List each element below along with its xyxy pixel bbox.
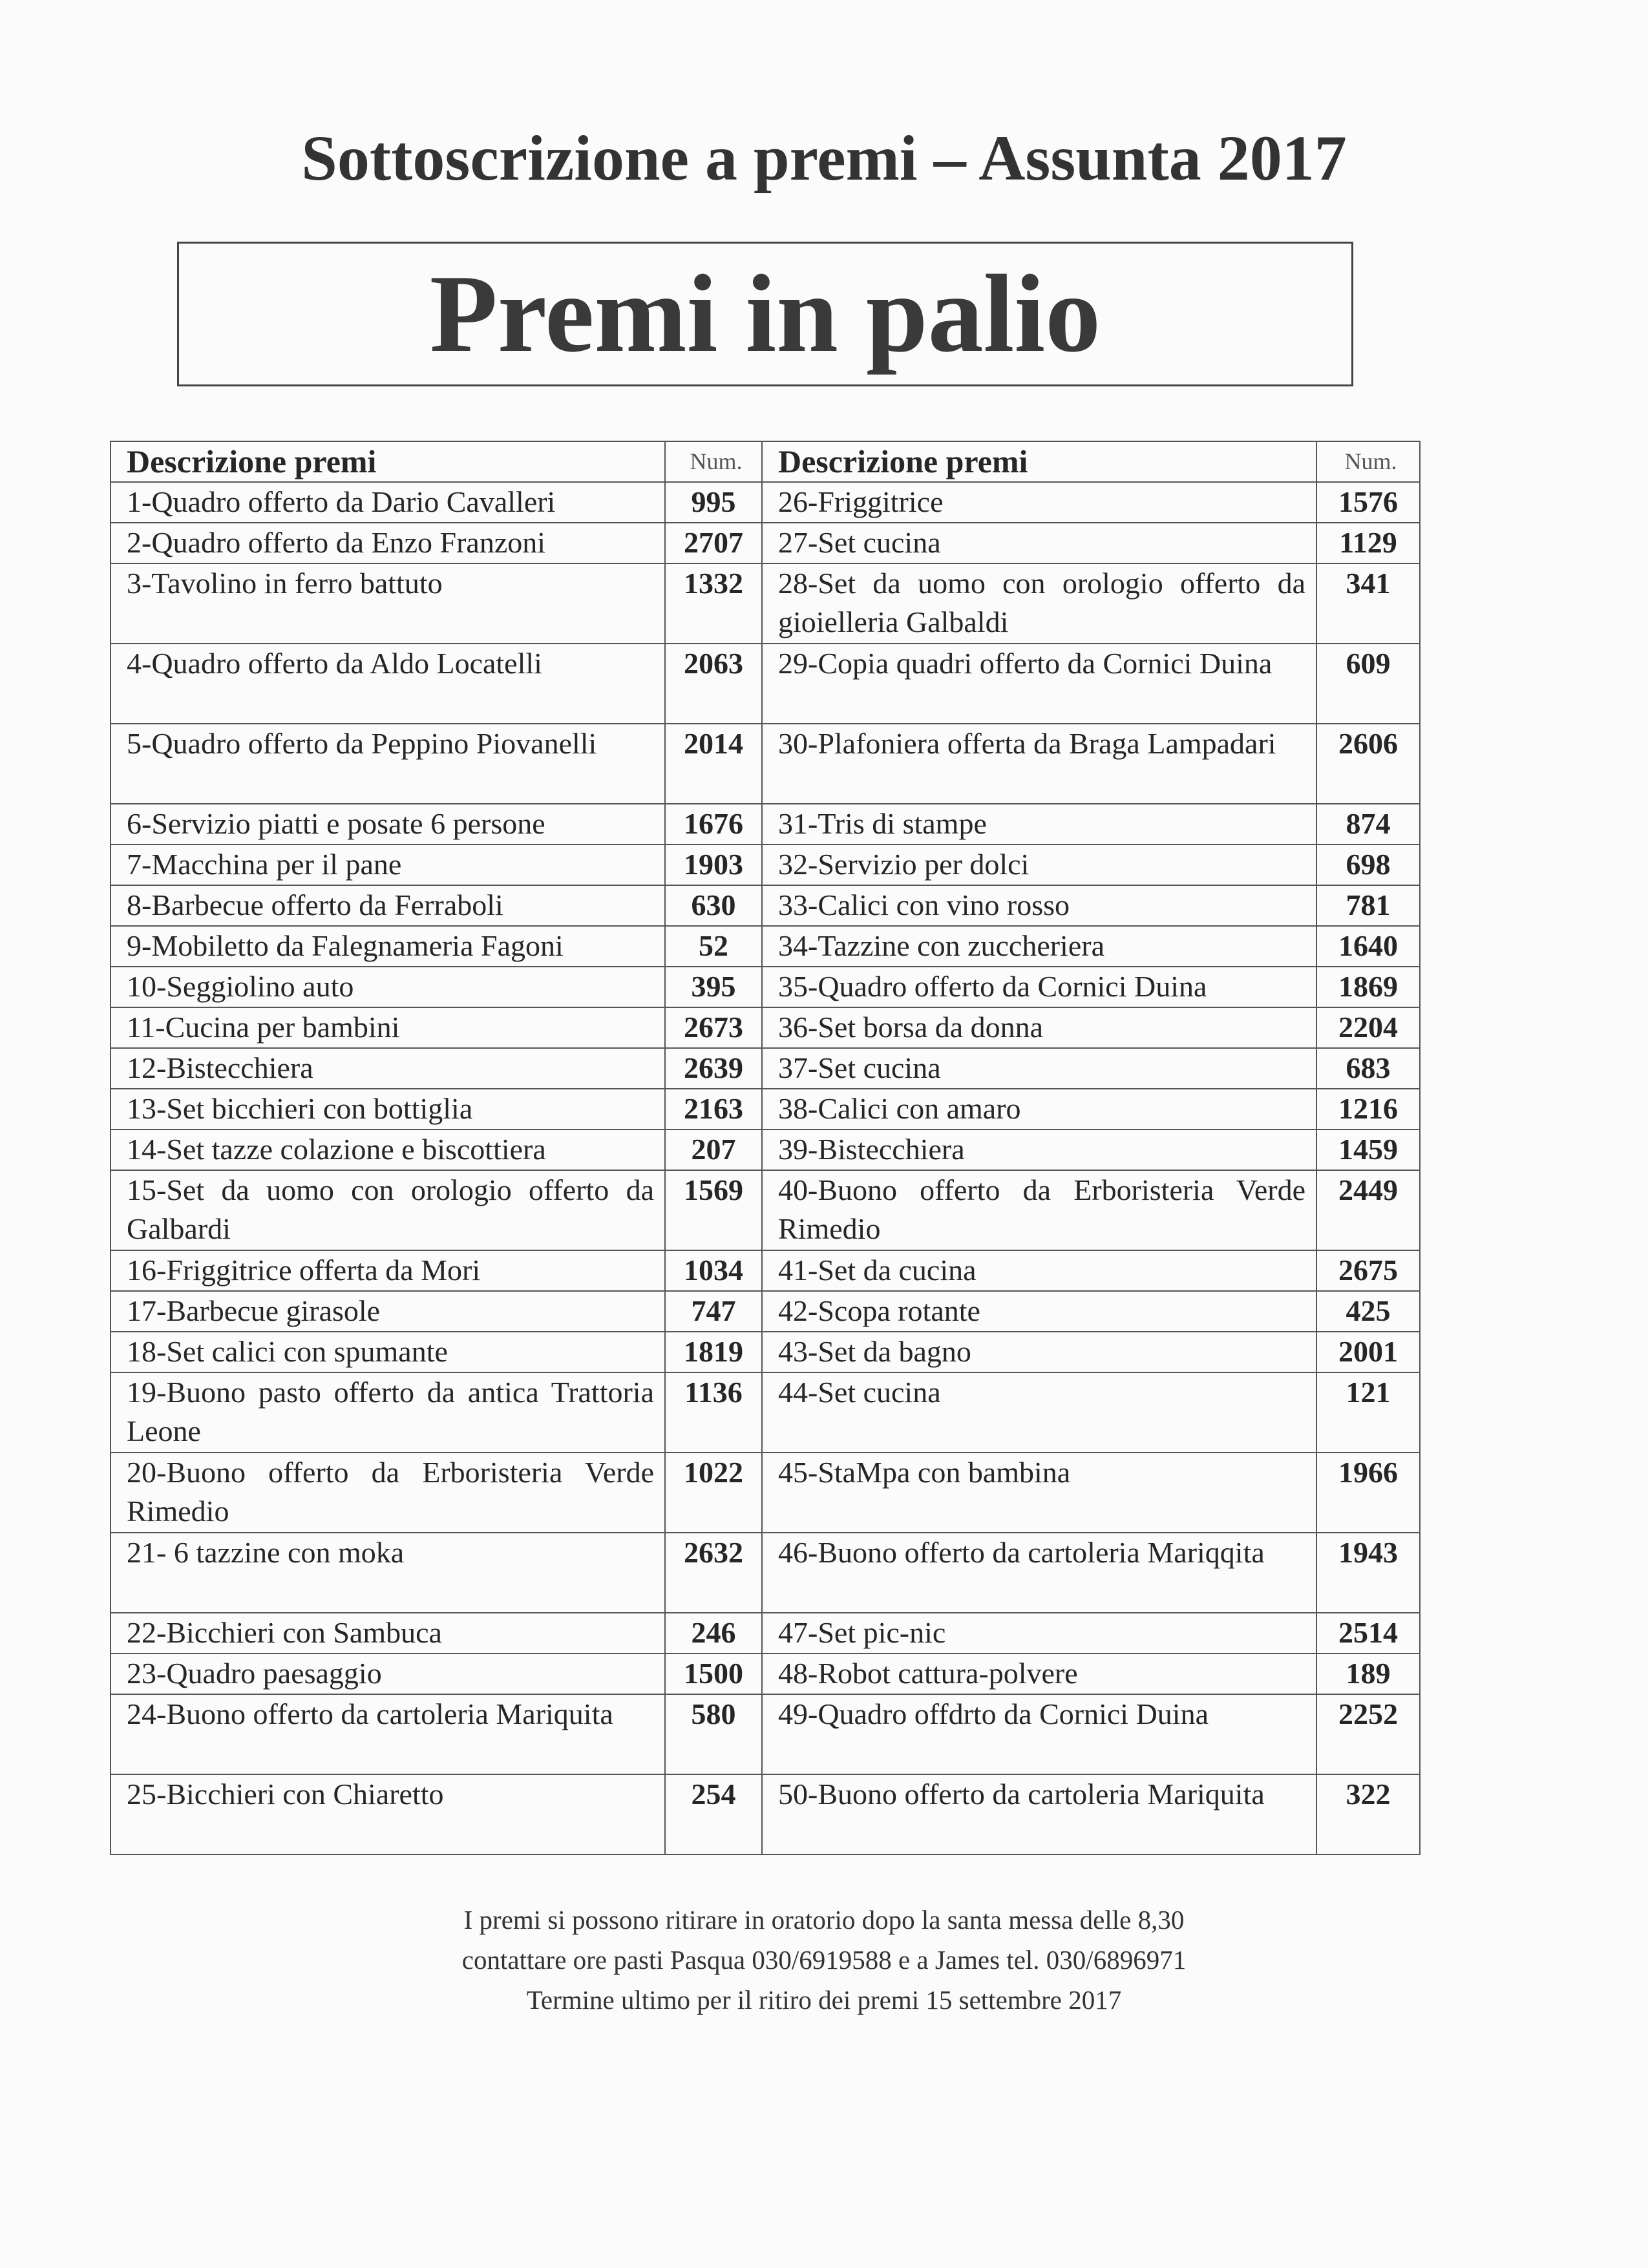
table-row — [111, 926, 1420, 967]
prize-description: 14-Set tazze colazione e biscottiera — [111, 1129, 665, 1170]
prize-number: 1034 — [665, 1250, 762, 1291]
prize-number: 630 — [665, 885, 762, 926]
prize-number: 2001 — [1316, 1332, 1420, 1372]
table-row — [111, 845, 1420, 885]
table-row — [111, 804, 1420, 845]
prize-number: 1216 — [1316, 1089, 1420, 1129]
prize-number: 683 — [1316, 1048, 1420, 1089]
prize-number: 52 — [665, 926, 762, 967]
prize-number: 341 — [1316, 563, 1420, 644]
table-row — [111, 1170, 1420, 1250]
prize-number: 1022 — [665, 1453, 762, 1533]
prize-number: 121 — [1316, 1372, 1420, 1453]
column-header-description: Descrizione premi — [762, 441, 1316, 482]
prize-description: 11-Cucina per bambini — [111, 1007, 665, 1048]
footer-line: contattare ore pasti Pasqua 030/6919588 e a James tel. 030/6896971 — [461, 1945, 1187, 1975]
prize-number: 2632 — [665, 1533, 762, 1613]
prize-number: 425 — [1316, 1291, 1420, 1332]
prize-number: 580 — [665, 1694, 762, 1774]
table-row — [111, 1453, 1420, 1533]
prize-number: 2675 — [1316, 1250, 1420, 1291]
page-title: Sottoscrizione a premi – Assunta 2017 — [301, 122, 1347, 194]
column-header-num: Num. — [1316, 441, 1420, 482]
footer-line: Termine ultimo per il ritiro dei premi 15 settembre 2017 — [526, 1985, 1122, 2015]
prize-description: 35-Quadro offerto da Cornici Duina — [762, 967, 1316, 1007]
table-row — [111, 523, 1420, 563]
table-row — [111, 644, 1420, 724]
prize-number: 2707 — [665, 523, 762, 563]
prize-description: 36-Set borsa da donna — [762, 1007, 1316, 1048]
prize-number: 2252 — [1316, 1694, 1420, 1774]
prize-number: 1676 — [665, 804, 762, 845]
prize-number: 2204 — [1316, 1007, 1420, 1048]
prize-description: 8-Barbecue offerto da Ferraboli — [111, 885, 665, 926]
prize-number: 995 — [665, 482, 762, 523]
prize-number: 1943 — [1316, 1533, 1420, 1613]
prize-number: 609 — [1316, 644, 1420, 724]
table-row — [111, 482, 1420, 523]
prize-number: 2514 — [1316, 1613, 1420, 1654]
prize-description: 44-Set cucina — [762, 1372, 1316, 1453]
table-row — [111, 967, 1420, 1007]
table-row — [111, 1613, 1420, 1654]
prize-description: 21- 6 tazzine con moka — [111, 1533, 665, 1613]
prize-description: 27-Set cucina — [762, 523, 1316, 563]
prize-description: 6-Servizio piatti e posate 6 persone — [111, 804, 665, 845]
prize-number: 1459 — [1316, 1129, 1420, 1170]
prize-description: 13-Set bicchieri con bottiglia — [111, 1089, 665, 1129]
prize-number: 1576 — [1316, 482, 1420, 523]
prizes-table — [110, 441, 1421, 1855]
column-header-num: Num. — [665, 441, 762, 482]
prize-number: 322 — [1316, 1774, 1420, 1854]
prize-number: 2063 — [665, 644, 762, 724]
table-row — [111, 1007, 1420, 1048]
table-row — [111, 885, 1420, 926]
table-row — [111, 1372, 1420, 1453]
prize-description: 10-Seggiolino auto — [111, 967, 665, 1007]
prize-number: 1869 — [1316, 967, 1420, 1007]
prize-description: 23-Quadro paesaggio — [111, 1654, 665, 1694]
prize-number: 395 — [665, 967, 762, 1007]
table-row — [111, 1774, 1420, 1854]
title-box — [177, 242, 1353, 386]
prize-number: 1569 — [665, 1170, 762, 1250]
table-row — [111, 563, 1420, 644]
table-row — [111, 1533, 1420, 1613]
prize-description: 50-Buono offerto da cartoleria Mariquita — [762, 1774, 1316, 1854]
prize-number: 2163 — [665, 1089, 762, 1129]
prize-description: 46-Buono offerto da cartoleria Mariqqita — [762, 1533, 1316, 1613]
prize-description: 30-Plafoniera offerta da Braga Lampadari — [762, 724, 1316, 804]
prize-number: 781 — [1316, 885, 1420, 926]
prize-description: 31-Tris di stampe — [762, 804, 1316, 845]
table-header-row — [111, 441, 1420, 482]
prize-number: 1966 — [1316, 1453, 1420, 1533]
prize-description: 17-Barbecue girasole — [111, 1291, 665, 1332]
prize-number: 2673 — [665, 1007, 762, 1048]
table-row — [111, 1129, 1420, 1170]
prize-number: 2014 — [665, 724, 762, 804]
prize-number: 1129 — [1316, 523, 1420, 563]
prize-number: 1640 — [1316, 926, 1420, 967]
prize-description: 45-StaMpa con bambina — [762, 1453, 1316, 1533]
prize-description: 38-Calici con amaro — [762, 1089, 1316, 1129]
prize-number: 2606 — [1316, 724, 1420, 804]
prize-description: 49-Quadro offdrto da Cornici Duina — [762, 1694, 1316, 1774]
prize-number: 207 — [665, 1129, 762, 1170]
prize-description: 39-Bistecchiera — [762, 1129, 1316, 1170]
prize-description: 24-Buono offerto da cartoleria Mariquita — [111, 1694, 665, 1774]
prize-description: 5-Quadro offerto da Peppino Piovanelli — [111, 724, 665, 804]
prize-description: 2-Quadro offerto da Enzo Franzoni — [111, 523, 665, 563]
prize-number: 246 — [665, 1613, 762, 1654]
table-row — [111, 1250, 1420, 1291]
table-row — [111, 1089, 1420, 1129]
prize-description: 9-Mobiletto da Falegnameria Fagoni — [111, 926, 665, 967]
prize-description: 15-Set da uomo con orologio offerto da Galbardi — [111, 1170, 665, 1250]
prize-description: 16-Friggitrice offerta da Mori — [111, 1250, 665, 1291]
prize-number: 1903 — [665, 845, 762, 885]
prize-description: 19-Buono pasto offerto da antica Trattoria Leone — [111, 1372, 665, 1453]
table-row — [111, 1291, 1420, 1332]
prize-description: 32-Servizio per dolci — [762, 845, 1316, 885]
prize-description: 40-Buono offerto da Erboristeria Verde Rimedio — [762, 1170, 1316, 1250]
prize-number: 1500 — [665, 1654, 762, 1694]
table-row — [111, 1048, 1420, 1089]
footer-notes — [0, 1900, 1648, 2020]
prize-description: 28-Set da uomo con orologio offerto da gioielleria Galbaldi — [762, 563, 1316, 644]
prize-description: 42-Scopa rotante — [762, 1291, 1316, 1332]
prize-description: 7-Macchina per il pane — [111, 845, 665, 885]
prize-description: 12-Bistecchiera — [111, 1048, 665, 1089]
prize-description: 18-Set calici con spumante — [111, 1332, 665, 1372]
prize-description: 3-Tavolino in ferro battuto — [111, 563, 665, 644]
prize-description: 48-Robot cattura-polvere — [762, 1654, 1316, 1694]
table-row — [111, 1332, 1420, 1372]
prize-number: 1819 — [665, 1332, 762, 1372]
prize-description: 1-Quadro offerto da Dario Cavalleri — [111, 482, 665, 523]
prize-description: 33-Calici con vino rosso — [762, 885, 1316, 926]
prize-description: 4-Quadro offerto da Aldo Locatelli — [111, 644, 665, 724]
prize-number: 874 — [1316, 804, 1420, 845]
table-row — [111, 1654, 1420, 1694]
prize-description: 41-Set da cucina — [762, 1250, 1316, 1291]
table-row — [111, 724, 1420, 804]
prize-description: 25-Bicchieri con Chiaretto — [111, 1774, 665, 1854]
prize-number: 747 — [665, 1291, 762, 1332]
prize-number: 1332 — [665, 563, 762, 644]
prize-description: 47-Set pic-nic — [762, 1613, 1316, 1654]
prize-description: 22-Bicchieri con Sambuca — [111, 1613, 665, 1654]
table-row — [111, 1694, 1420, 1774]
prize-number: 189 — [1316, 1654, 1420, 1694]
prize-description: 26-Friggitrice — [762, 482, 1316, 523]
prize-number: 254 — [665, 1774, 762, 1854]
prize-description: 29-Copia quadri offerto da Cornici Duina — [762, 644, 1316, 724]
prize-number: 1136 — [665, 1372, 762, 1453]
prize-number: 698 — [1316, 845, 1420, 885]
prize-description: 20-Buono offerto da Erboristeria Verde Rimedio — [111, 1453, 665, 1533]
box-title: Premi in palio — [429, 253, 1101, 375]
prize-description: 43-Set da bagno — [762, 1332, 1316, 1372]
prize-number: 2639 — [665, 1048, 762, 1089]
column-header-description: Descrizione premi — [111, 441, 665, 482]
prize-description: 37-Set cucina — [762, 1048, 1316, 1089]
prize-description: 34-Tazzine con zuccheriera — [762, 926, 1316, 967]
prize-number: 2449 — [1316, 1170, 1420, 1250]
footer-line: I premi si possono ritirare in oratorio dopo la santa messa delle 8,30 — [463, 1905, 1185, 1935]
